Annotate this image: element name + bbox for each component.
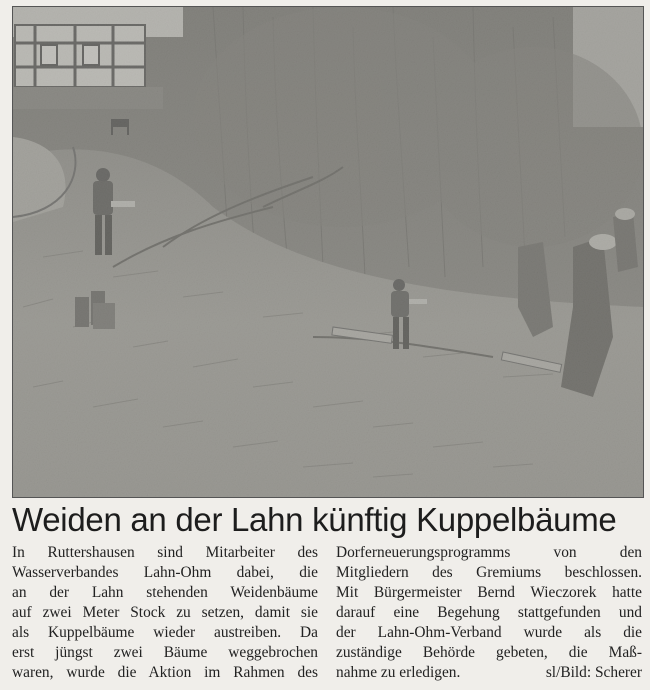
article-column-right: [336, 543, 642, 683]
article-line: Wasserverbandes Lahn-Ohm dabei, die: [12, 564, 318, 581]
article-line: der Lahn-Ohm-Verband wurde als die: [336, 624, 642, 641]
article-line: zuständige Behörde gebeten, die Maß-: [336, 644, 642, 661]
article-line: an der Lahn stehenden Weidenbäume: [12, 584, 318, 601]
article-line: Dorferneuerungsprogramms von den: [336, 544, 642, 561]
photo-credit: sl/Bild: Scherer: [545, 664, 642, 681]
article-line: waren, wurde die Aktion im Rahmen des: [12, 664, 318, 681]
article-line: Mit Bürgermeister Bernd Wieczorek hatte: [336, 584, 642, 601]
article-line: als Kuppelbäume wieder austreiben. Da: [12, 624, 318, 641]
article-line: Mitgliedern des Gremiums beschlossen.: [336, 564, 642, 581]
article-line: auf zwei Meter Stock zu setzen, damit sie: [12, 604, 318, 621]
article-line: darauf eine Begehung stattgefunden und: [336, 604, 642, 621]
article-headline: Weiden an der Lahn künftig Kuppelbäume: [12, 501, 617, 538]
article-column-left: [12, 543, 318, 683]
article-photo: [12, 6, 644, 498]
article-line: In Ruttershausen sind Mitarbeiter des: [12, 544, 318, 561]
article-last-line: [336, 663, 642, 683]
article-body: [12, 543, 642, 683]
tree-cutting-photo-icon: [13, 7, 643, 497]
article-line: nahme zu erledigen.: [336, 664, 461, 681]
article-line: erst jüngst zwei Bäume weggebrochen: [12, 644, 318, 661]
